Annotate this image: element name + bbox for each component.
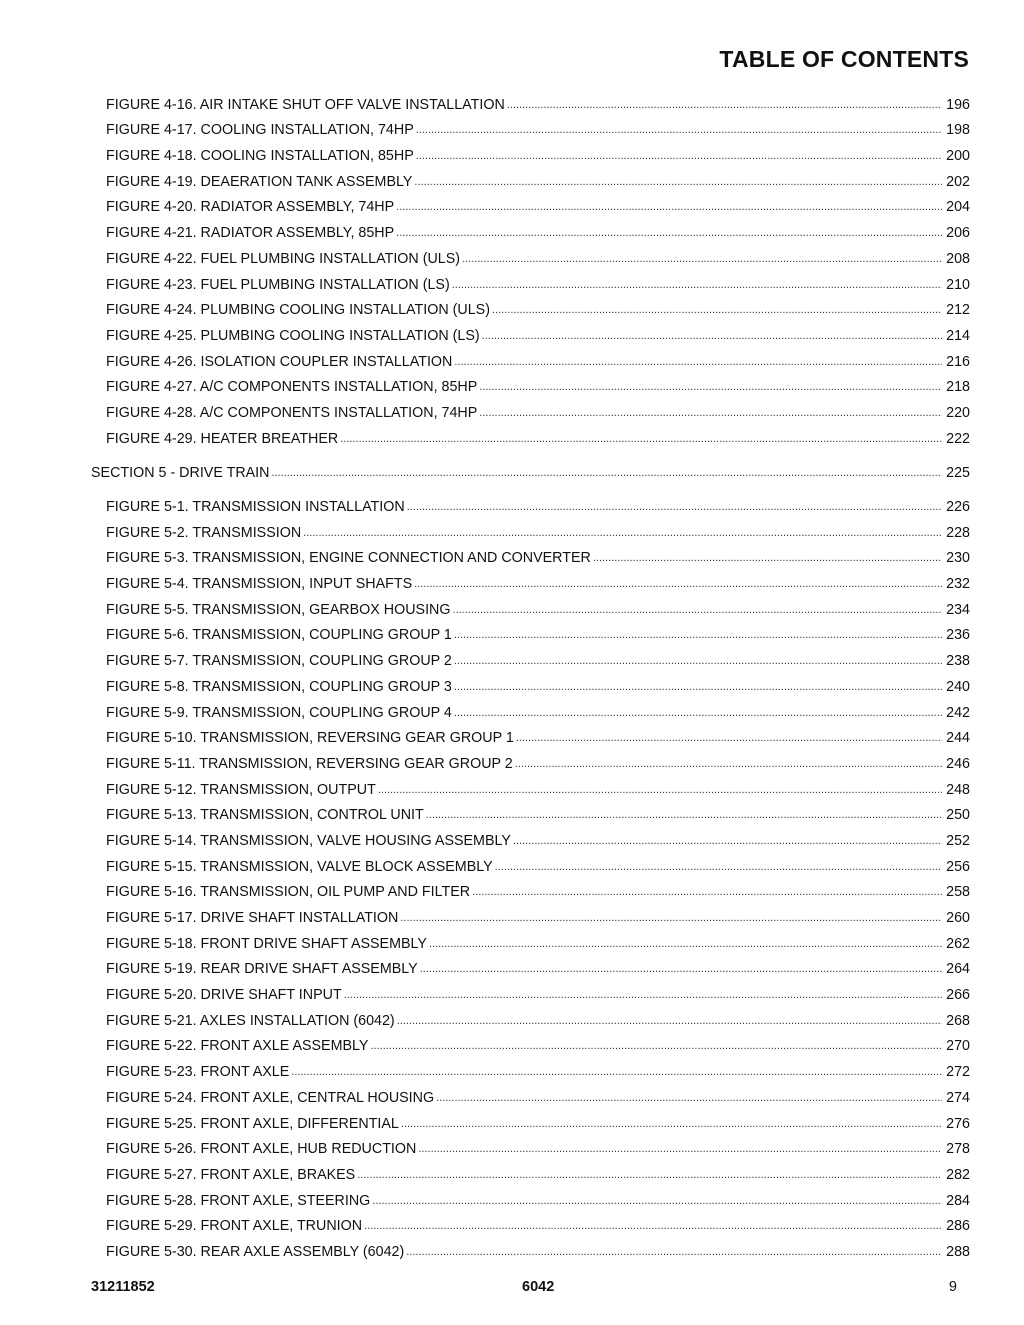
toc-section-entry[interactable] (91, 455, 970, 481)
dot-leader (340, 431, 942, 447)
dot-leader (397, 1013, 942, 1029)
toc-entry-page: 228 (946, 524, 970, 541)
toc-entry-title: FIGURE 5-28. FRONT AXLE, STEERING (106, 1192, 371, 1209)
toc-entry-title: FIGURE 4-28. A/C COMPONENTS INSTALLATION, 74HP (106, 404, 478, 421)
toc-entry-title: FIGURE 4-20. RADIATOR ASSEMBLY, 74HP (106, 199, 395, 216)
toc-entry-page: 288 (946, 1243, 970, 1260)
toc-figure-entry[interactable] (106, 592, 970, 618)
dot-leader (396, 225, 942, 241)
toc-entry-page: 246 (946, 755, 970, 772)
toc-entry-title: FIGURE 5-12. TRANSMISSION, OUTPUT (106, 781, 376, 798)
toc-entry-page: 264 (946, 961, 970, 978)
toc-entry-title: FIGURE 5-29. FRONT AXLE, TRUNION (106, 1218, 363, 1235)
toc-figure-entry[interactable] (106, 772, 970, 798)
toc-entry-title: FIGURE 5-4. TRANSMISSION, INPUT SHAFTS (106, 576, 413, 593)
toc-entry-page: 212 (946, 302, 970, 319)
toc-figure-entry[interactable] (106, 977, 970, 1003)
toc-entry-page: 208 (946, 250, 970, 267)
toc-entry-page: 214 (946, 327, 970, 344)
toc-figure-entry[interactable] (106, 849, 970, 875)
dot-leader (454, 354, 942, 370)
toc-entry-page: 266 (946, 987, 970, 1004)
dot-leader (429, 936, 942, 952)
toc-entry-page: 282 (946, 1166, 970, 1183)
dot-leader (495, 859, 942, 875)
toc-figure-entry[interactable] (106, 370, 970, 396)
toc-entry-page: 206 (946, 225, 970, 242)
toc-figure-entry[interactable] (106, 643, 970, 669)
toc-figure-entry[interactable] (106, 138, 970, 164)
dot-leader (344, 987, 942, 1003)
toc-entry-page: 238 (946, 653, 970, 670)
toc-figure-entry[interactable] (106, 1029, 970, 1055)
toc-entry-page: 220 (946, 404, 970, 421)
toc-entry-page: 202 (946, 173, 970, 190)
dot-leader (454, 679, 942, 695)
toc-entry-title: FIGURE 5-27. FRONT AXLE, BRAKES (106, 1166, 356, 1183)
toc-figure-entry[interactable] (106, 566, 970, 592)
toc-entry-title: FIGURE 5-10. TRANSMISSION, REVERSING GEAR GROUP 1 (106, 730, 514, 747)
dot-leader (462, 251, 942, 267)
toc-entry-title: FIGURE 5-9. TRANSMISSION, COUPLING GROUP 4 (106, 704, 452, 721)
toc-entry-title: FIGURE 5-17. DRIVE SHAFT INSTALLATION (106, 910, 399, 926)
toc-figure-entry[interactable] (106, 395, 970, 421)
toc-entry-page: 240 (946, 678, 970, 695)
toc-entry-title: FIGURE 4-16. AIR INTAKE SHUT OFF VALVE INSTALLATION (106, 96, 505, 113)
toc-entry-page: 200 (946, 148, 970, 165)
toc-entry-page: 274 (946, 1089, 970, 1106)
toc-entry-page: 225 (946, 464, 970, 481)
dot-leader (516, 730, 942, 746)
dot-leader (492, 302, 942, 318)
dot-leader (426, 807, 942, 823)
dot-leader (401, 1116, 942, 1132)
page-number: 9 (948, 1279, 957, 1295)
dot-leader (454, 627, 942, 643)
dot-leader (416, 148, 942, 164)
dot-leader (416, 122, 942, 138)
document-number: 31211852 (91, 1279, 155, 1295)
dot-leader (507, 97, 942, 113)
toc-figure-entry[interactable] (106, 1080, 970, 1106)
toc-figure-entry[interactable] (106, 926, 970, 952)
toc-entry-page: 204 (946, 199, 970, 216)
dot-leader (515, 756, 942, 772)
toc-entry-title: FIGURE 5-25. FRONT AXLE, DIFFERENTIAL (106, 1115, 399, 1132)
toc-figure-entry[interactable] (106, 344, 970, 370)
toc-figure-entry[interactable] (106, 798, 970, 824)
toc-entry-page: 278 (946, 1141, 970, 1158)
toc-entry-title: FIGURE 5-22. FRONT AXLE ASSEMBLY (106, 1038, 369, 1055)
toc-entry-title: FIGURE 5-15. TRANSMISSION, VALVE BLOCK ASSEMBLY (106, 858, 493, 875)
dot-leader (414, 174, 942, 190)
toc-figure-entry[interactable] (106, 746, 970, 772)
toc-entry-title: FIGURE 4-22. FUEL PLUMBING INSTALLATION (ULS) (106, 250, 461, 267)
toc-entry-page: 234 (946, 601, 970, 618)
toc-entry-page: 230 (946, 550, 970, 567)
toc-entry-title: FIGURE 5-5. TRANSMISSION, GEARBOX HOUSING (106, 601, 451, 618)
toc-entry-title: FIGURE 4-17. COOLING INSTALLATION, 74HP (106, 122, 414, 139)
toc-figure-entry[interactable] (106, 618, 970, 644)
toc-entry-title: FIGURE 5-24. FRONT AXLE, CENTRAL HOUSING (106, 1089, 435, 1106)
dot-leader (370, 1038, 942, 1054)
toc-entry-page: 250 (946, 807, 970, 824)
toc-entry-title: FIGURE 5-11. TRANSMISSION, REVERSING GEAR GROUP 2 (106, 755, 513, 772)
toc-figure-entry[interactable] (106, 515, 970, 541)
toc-figure-entry[interactable] (106, 421, 970, 447)
page-title: TABLE OF CONTENTS (719, 46, 969, 72)
toc-entry-title: FIGURE 5-20. DRIVE SHAFT INPUT (106, 987, 342, 1004)
toc-entry-title: FIGURE 4-25. PLUMBING COOLING INSTALLATION (LS) (106, 327, 480, 344)
toc-figure-entry[interactable] (106, 164, 970, 190)
toc-figure-entry[interactable] (106, 721, 970, 747)
dot-leader (454, 653, 942, 669)
toc-entry-page: 196 (946, 96, 970, 113)
toc-entry-title: FIGURE 5-16. TRANSMISSION, OIL PUMP AND FILTER (106, 884, 471, 901)
toc-figure-entry[interactable] (106, 1132, 970, 1158)
dot-leader (482, 328, 942, 344)
dot-leader (396, 199, 942, 215)
toc-figure-entry[interactable] (106, 952, 970, 978)
dot-leader (418, 1141, 942, 1157)
dot-leader (479, 379, 942, 395)
toc-entry-page: 270 (946, 1038, 970, 1055)
dot-leader (406, 1244, 942, 1260)
dot-leader (452, 277, 942, 293)
toc-figure-entry[interactable] (106, 669, 970, 695)
toc-entry-title: FIGURE 4-21. RADIATOR ASSEMBLY, 85HP (106, 225, 395, 242)
toc-entry-page: 242 (946, 704, 970, 721)
toc-entry-title: FIGURE 4-18. COOLING INSTALLATION, 85HP (106, 148, 414, 165)
toc-entry-title: FIGURE 5-30. REAR AXLE ASSEMBLY (6042) (106, 1243, 405, 1260)
dot-leader (372, 1193, 942, 1209)
toc-entry-title: FIGURE 5-14. TRANSMISSION, VALVE HOUSING ASSEMBLY (106, 832, 511, 849)
toc-figure-entry[interactable] (106, 900, 970, 926)
toc-entry-title: FIGURE 4-27. A/C COMPONENTS INSTALLATION, 85HP (106, 379, 478, 396)
dot-leader (271, 465, 942, 481)
toc-figure-entry[interactable] (106, 87, 970, 113)
toc-entry-page: 276 (946, 1115, 970, 1132)
toc-figure-entry[interactable] (106, 1106, 970, 1132)
toc-figure-entry[interactable] (106, 541, 970, 567)
dot-leader (414, 576, 942, 592)
toc-entry-page: 286 (946, 1218, 970, 1235)
table-of-contents (0, 87, 1024, 1260)
dot-leader (378, 782, 942, 798)
toc-figure-entry[interactable] (106, 241, 970, 267)
toc-entry-title: FIGURE 5-13. TRANSMISSION, CONTROL UNIT (106, 807, 424, 824)
toc-figure-entry[interactable] (106, 695, 970, 721)
toc-figure-entry[interactable] (106, 489, 970, 515)
toc-figure-entry[interactable] (106, 1003, 970, 1029)
toc-entry-title: FIGURE 4-24. PLUMBING COOLING INSTALLATION (ULS) (106, 302, 490, 319)
toc-entry-page: 218 (946, 379, 970, 396)
toc-figure-entry[interactable] (106, 1234, 970, 1260)
dot-leader (303, 525, 942, 541)
toc-figure-entry[interactable] (106, 215, 970, 241)
toc-entry-page: 262 (946, 935, 970, 952)
toc-entry-page: 226 (946, 499, 970, 515)
toc-figure-entry[interactable] (106, 1157, 970, 1183)
toc-entry-page: 272 (946, 1064, 970, 1081)
toc-figure-entry[interactable] (106, 823, 970, 849)
toc-entry-title: FIGURE 5-19. REAR DRIVE SHAFT ASSEMBLY (106, 961, 418, 978)
toc-entry-page: 198 (946, 122, 970, 139)
toc-entry-page: 244 (946, 730, 970, 747)
toc-entry-page: 258 (946, 884, 970, 901)
toc-figure-entry[interactable] (106, 1054, 970, 1080)
toc-entry-page: 216 (946, 353, 970, 370)
toc-entry-title: FIGURE 5-18. FRONT DRIVE SHAFT ASSEMBLY (106, 935, 427, 952)
toc-entry-title: FIGURE 5-2. TRANSMISSION (106, 524, 302, 541)
dot-leader (593, 550, 942, 566)
dot-leader (453, 602, 943, 618)
toc-entry-page: 248 (946, 781, 970, 798)
toc-entry-title: FIGURE 5-3. TRANSMISSION, ENGINE CONNECTION AND CONVERTER (106, 550, 591, 567)
dot-leader (291, 1064, 942, 1080)
toc-entry-title: SECTION 5 - DRIVE TRAIN (91, 464, 270, 481)
toc-figure-entry[interactable] (106, 1209, 970, 1235)
dot-leader (436, 1090, 942, 1106)
toc-entry-title: FIGURE 5-8. TRANSMISSION, COUPLING GROUP 3 (106, 678, 452, 695)
dot-leader (472, 884, 942, 900)
toc-entry-page: 222 (946, 430, 970, 447)
toc-entry-page: 256 (946, 858, 970, 875)
toc-entry-page: 268 (946, 1012, 970, 1029)
toc-entry-page: 260 (946, 910, 970, 926)
dot-leader (513, 833, 942, 849)
dot-leader (420, 961, 942, 977)
dot-leader (479, 405, 942, 421)
toc-entry-title: FIGURE 5-6. TRANSMISSION, COUPLING GROUP 1 (106, 627, 452, 644)
model-number: 6042 (522, 1279, 555, 1295)
toc-figure-entry[interactable] (106, 1183, 970, 1209)
dot-leader (364, 1218, 942, 1234)
toc-entry-title: FIGURE 5-1. TRANSMISSION INSTALLATION (106, 499, 405, 515)
toc-entry-title: FIGURE 5-21. AXLES INSTALLATION (6042) (106, 1012, 395, 1029)
toc-entry-page: 236 (946, 627, 970, 644)
toc-figure-entry[interactable] (106, 875, 970, 901)
toc-figure-entry[interactable] (106, 293, 970, 319)
toc-entry-title: FIGURE 4-19. DEAERATION TANK ASSEMBLY (106, 173, 413, 190)
toc-entry-title: FIGURE 4-26. ISOLATION COUPLER INSTALLATION (106, 353, 453, 370)
dot-leader (407, 499, 942, 515)
toc-figure-entry[interactable] (106, 267, 970, 293)
toc-figure-entry[interactable] (106, 190, 970, 216)
toc-figure-entry[interactable] (106, 113, 970, 139)
toc-entry-title: FIGURE 5-23. FRONT AXLE (106, 1064, 290, 1081)
dot-leader (454, 705, 942, 721)
toc-figure-entry[interactable] (106, 318, 970, 344)
toc-entry-page: 232 (946, 576, 970, 593)
toc-entry-title: FIGURE 5-7. TRANSMISSION, COUPLING GROUP 2 (106, 653, 452, 670)
toc-entry-page: 210 (946, 276, 970, 293)
dot-leader (357, 1167, 942, 1183)
toc-entry-title: FIGURE 4-29. HEATER BREATHER (106, 430, 339, 447)
toc-entry-title: FIGURE 4-23. FUEL PLUMBING INSTALLATION (LS) (106, 276, 450, 293)
dot-leader (400, 910, 942, 926)
toc-entry-page: 252 (946, 832, 970, 849)
toc-entry-page: 284 (946, 1192, 970, 1209)
toc-entry-title: FIGURE 5-26. FRONT AXLE, HUB REDUCTION (106, 1141, 417, 1158)
